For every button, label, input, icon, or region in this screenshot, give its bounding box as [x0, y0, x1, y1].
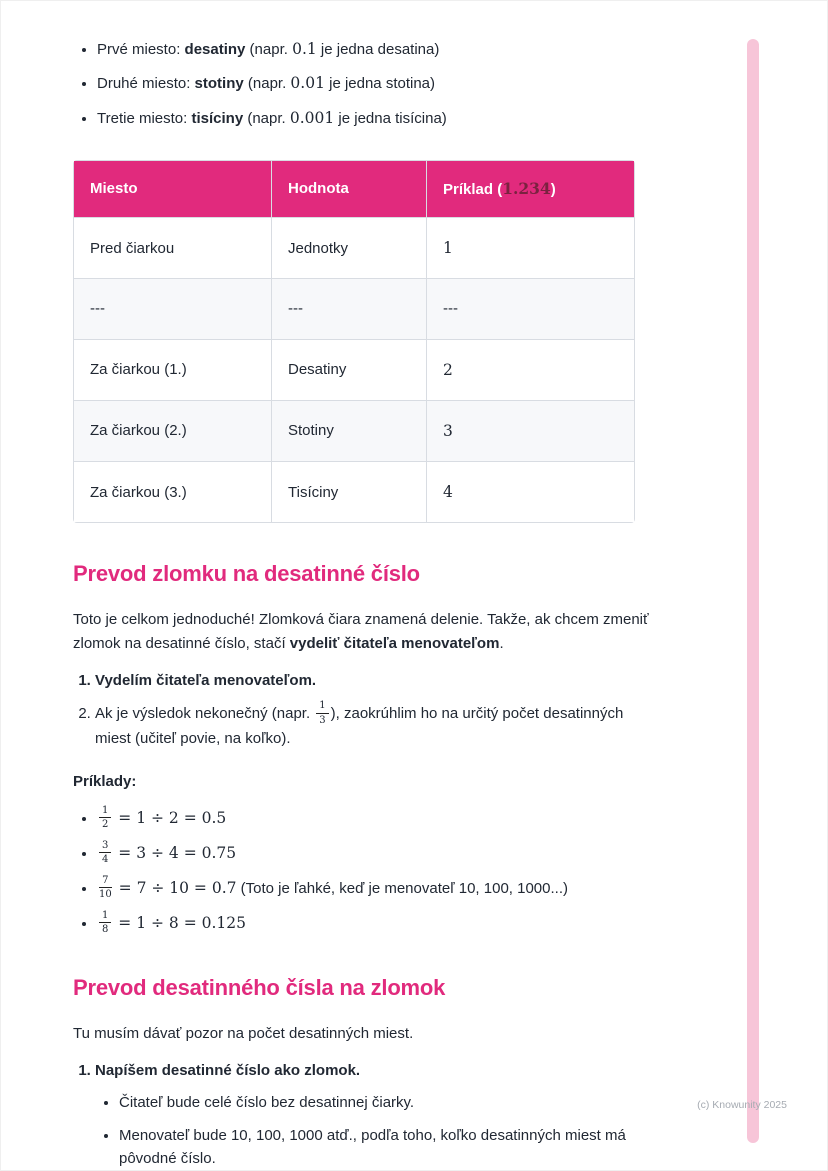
table-header-cell: Príklad (1.234) [427, 161, 634, 217]
place-value-table [73, 160, 635, 524]
section1-steps-list [73, 669, 653, 751]
list-item: • $\frac{1}{8}$ = 1 ÷ 8 = 0.125 [97, 911, 653, 937]
fraction: • $\frac{7}{10}$ [99, 874, 112, 901]
section-heading-fraction-to-decimal: Prevod zlomku na desatinné číslo [73, 561, 420, 587]
page-edge-stripe [747, 39, 759, 1143]
table-head [74, 161, 634, 217]
table-header-row [74, 161, 634, 217]
fraction: • $\frac{1}{8}$ [99, 910, 111, 936]
section2-paragraph: Tu musím dávať pozor na počet desatinných miest. [73, 1024, 414, 1042]
table-row [74, 278, 634, 338]
table-cell: 1 [427, 217, 634, 278]
table-cell: 2 [427, 339, 634, 400]
table-body [74, 217, 634, 522]
examples-label: Príklady: [73, 773, 137, 791]
examples-list [73, 806, 653, 937]
list-item: • Druhé miesto: stotiny (napr. 0.01 je jedna stotina) [97, 71, 653, 95]
table-header-cell: Hodnota [272, 161, 427, 217]
table-cell: Desatiny [272, 339, 427, 400]
table-cell: 3 [427, 400, 634, 461]
table-cell: Za čiarkou (3.) [74, 461, 272, 522]
table-cell: Stotiny [272, 400, 427, 461]
list-item: • Tretie miesto: tisíciny (napr. 0.001 je jedna tisícina) [97, 106, 653, 130]
sub-bullet-list [95, 1091, 653, 1170]
table-cell: --- [427, 278, 634, 338]
table-cell: Za čiarkou (1.) [74, 339, 272, 400]
fraction: • $\frac{3}{4}$ [99, 840, 111, 866]
section1-paragraph: Toto je celkom jednoduché! Zlomková čiara znamená delenie. Takže, ak chcem zmeniť zlomok na desatinné číslo, stačí vydeliť čitateľa menovateľom. [73, 611, 649, 652]
table-row [74, 400, 634, 461]
table-cell: 4 [427, 461, 634, 522]
intro-bullet-list [73, 37, 653, 130]
table-cell: Za čiarkou (2.) [74, 400, 272, 461]
section-heading-decimal-to-fraction: Prevod desatinného čísla na zlomok [73, 974, 446, 1000]
list-item: 1. Napíšem desatinné číslo ako zlomok. • Čitateľ bude celé číslo bez desatinnej čiarky. • Menovateľ bude 10, 100, 1000 atď., podľa toho, koľko desatinných miest má pôvodné číslo. [95, 1059, 653, 1170]
list-item: • $\frac{3}{4}$ = 3 ÷ 4 = 0.75 [97, 841, 653, 867]
table-cell: --- [74, 278, 272, 338]
list-item: • Prvé miesto: desatiny (napr. 0.1 je jedna desatina) [97, 37, 653, 61]
copyright-watermark: (c) Knowunity 2025 [697, 1099, 787, 1111]
sub-list-item: • Čitateľ bude celé číslo bez desatinnej čiarky. [119, 1091, 653, 1114]
table-cell: --- [272, 278, 427, 338]
list-item: 1. Vydelím čitateľa menovateľom. [95, 669, 653, 692]
document-content [73, 27, 653, 1171]
sub-list-item: • Menovateľ bude 10, 100, 1000 atď., podľa toho, koľko desatinných miest má pôvodné číslo. [119, 1124, 653, 1171]
list-item: • $\frac{7}{10}$ = 7 ÷ 10 = 0.7 (Toto je ľahké, keď je menovateľ 10, 100, 1000...) [97, 876, 653, 902]
fraction: $\frac{1}{3}$ [316, 700, 328, 726]
table-cell: Jednotky [272, 217, 427, 278]
fraction: • $\frac{1}{2}$ [99, 805, 111, 831]
section2-steps-list [73, 1059, 653, 1170]
table-header-cell: Miesto [74, 161, 272, 217]
table-row [74, 217, 634, 278]
table-row [74, 461, 634, 522]
table-row [74, 339, 634, 400]
list-item: 2. Ak je výsledok nekonečný (napr. $\frac{1}{3}$ ), zaokrúhlim ho na určitý počet desatinných miest (učiteľ povie, na koľko). [95, 701, 653, 750]
table-cell: Tisíciny [272, 461, 427, 522]
list-item: • $\frac{1}{2}$ = 1 ÷ 2 = 0.5 [97, 806, 653, 832]
table-cell: Pred čiarkou [74, 217, 272, 278]
